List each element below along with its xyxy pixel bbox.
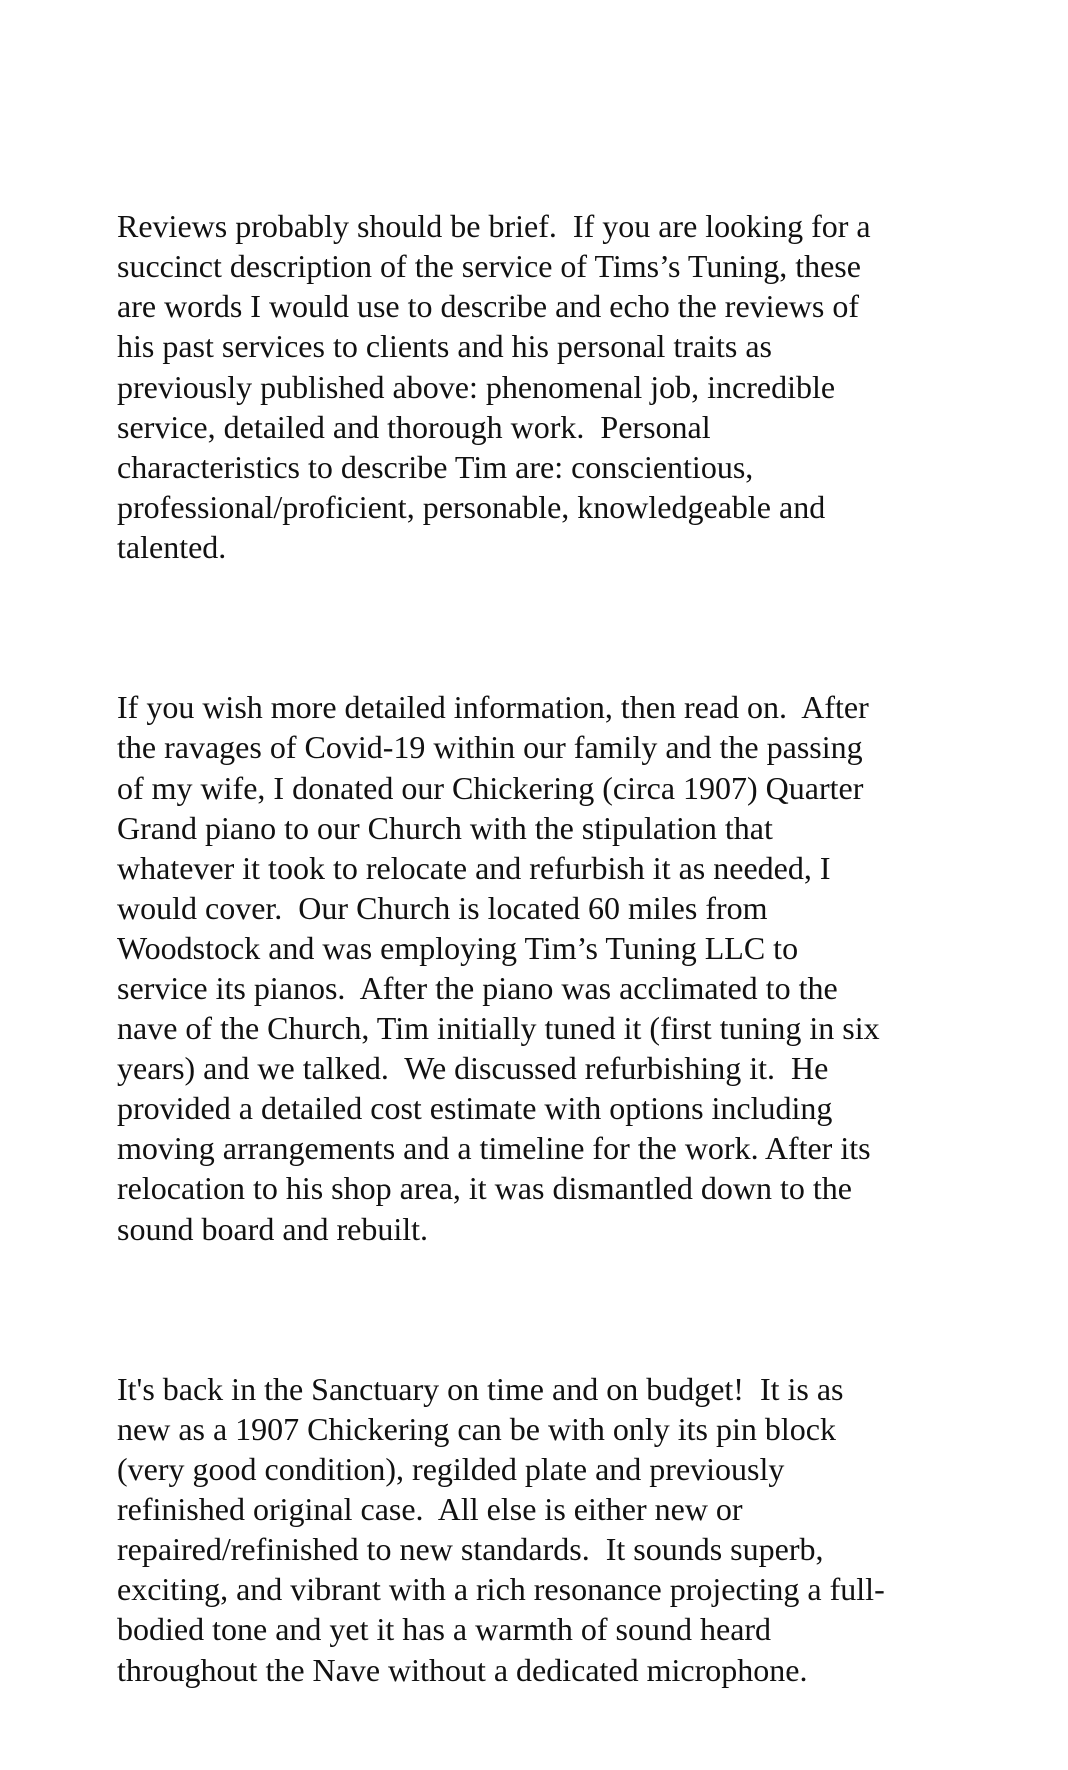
paragraph-details: If you wish more detailed information, then read on. After the ravages of Covid-19 within our family and the passing of my wife, I donated our Chickering (circa 1907) Quarter Grand piano to our Church with the stipulation that whatever it took to relocate and refurbish it as needed, I would cover. Our Church is located 60 miles from Woodstock and was employing Tim’s Tuning LLC to service its pianos. After the piano was acclimated to the nave of the Church, Tim initially tuned it (first tuning in six years) and we talked. We discussed refurbishing it. He provided a detailed cost estimate with options including moving arrangements and a timeline for the work. After its relocation to his shop area, it was dismantled down to the sound board and rebuilt. [117, 689, 880, 1247]
paragraph-result: It's back in the Sanctuary on time and on budget! It is as new as a 1907 Chickering can be with only its pin block (very good condition), regilded plate and previously refinished original case. All else is either new or repaired/refinished to new standards. It sounds superb, exciting, and vibrant with a rich resonance projecting a full- bodied tone and yet it has a warmth of sound heard throughout the Nave without a dedicated microphone. [117, 1370, 885, 1688]
review-text-body [117, 126, 997, 1770]
paragraph-summary: Reviews probably should be brief. If you are looking for a succinct description of the service of Tims’s Tuning, these are words I would use to describe and echo the reviews of his past services to clients and his personal traits as previously published above: phenomenal job, incredible service, detailed and thorough work. Personal characteristics to describe Tim are: conscientious, professional/proficient, personable, knowledgeable and talented. [117, 208, 871, 565]
